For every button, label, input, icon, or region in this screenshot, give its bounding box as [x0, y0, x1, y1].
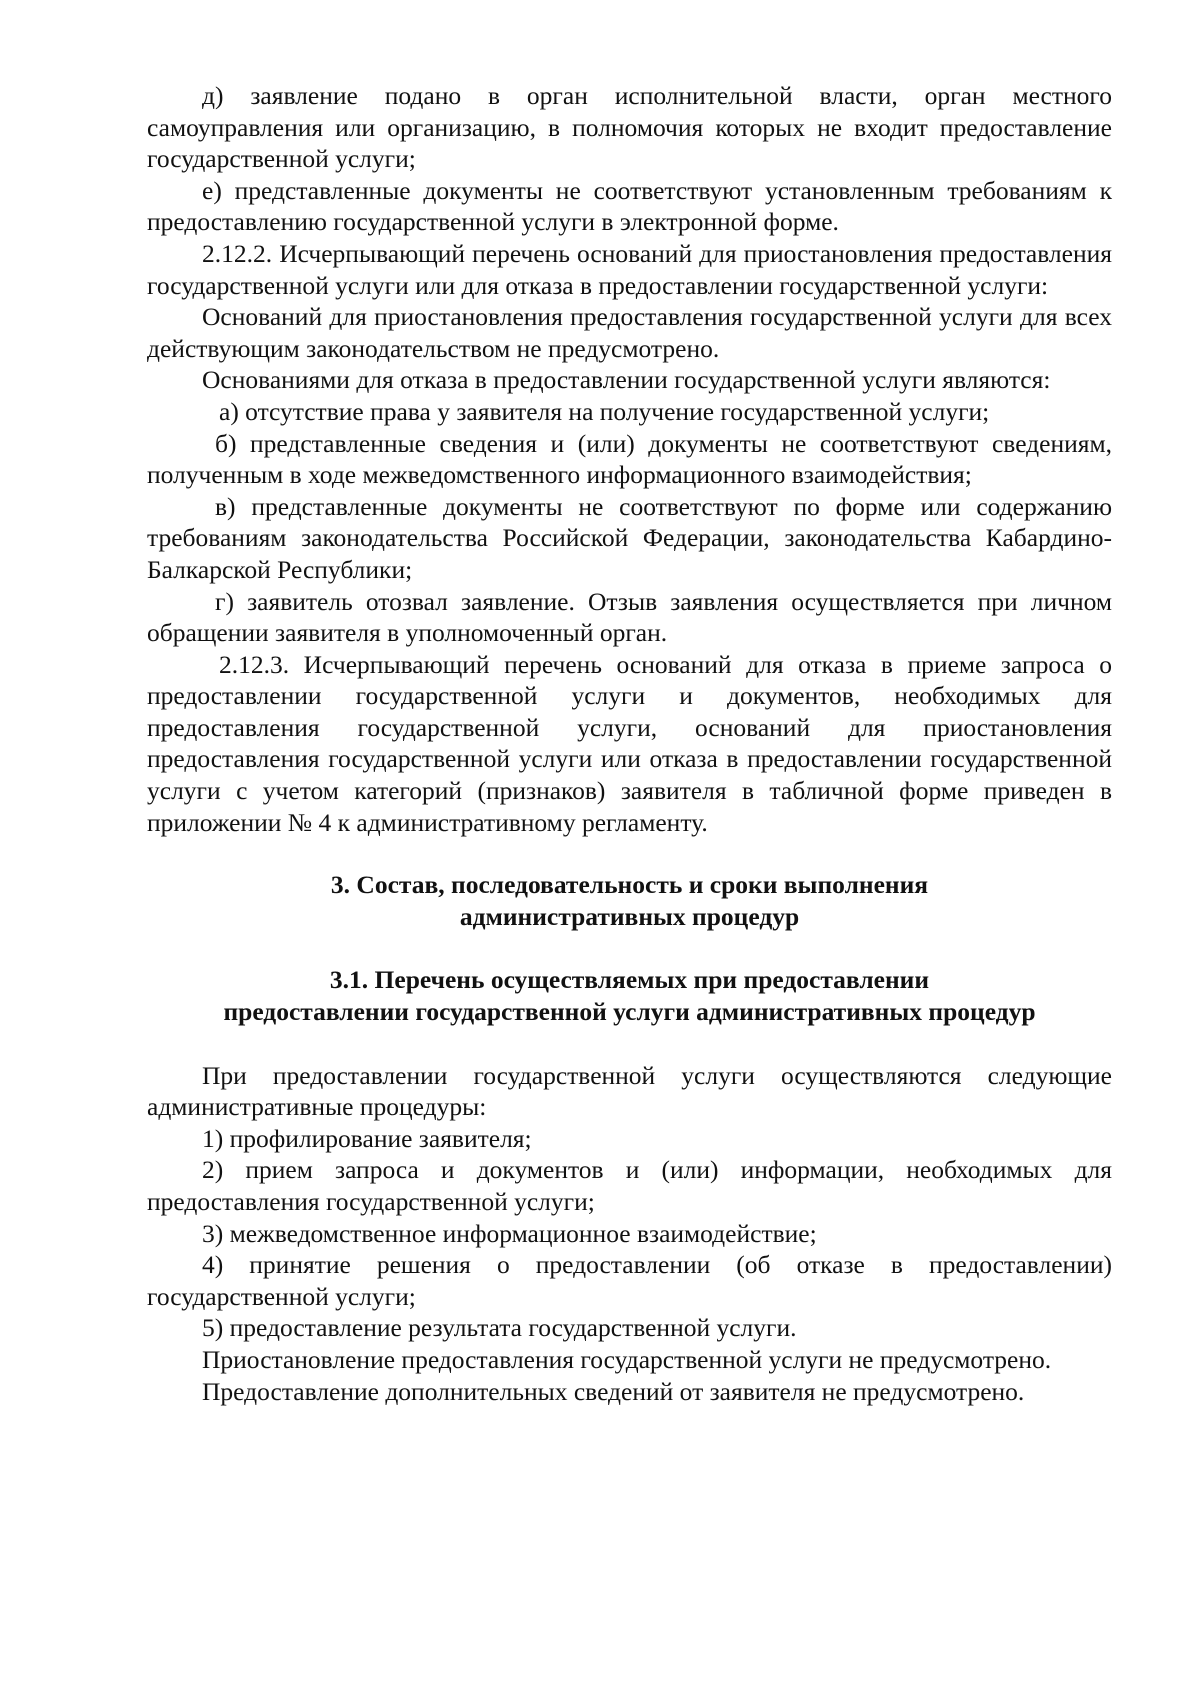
list-item-b: б) представленные сведения и (или) документы не соответствуют сведениям, полученным в ходе межведомственного информационного взаимодействия; — [147, 428, 1112, 490]
paragraph-no-suspension-grounds: Оснований для приостановления предоставления государственной услуги для всех действующим законодательством не предусмотрено. — [147, 302, 1112, 363]
heading-section-3-line2: административных процедур — [459, 901, 800, 931]
heading-section-3-1-line2: предоставлении государственной услуги административных процедур — [223, 997, 1036, 1027]
procedure-item-2: 2) прием запроса и документов и (или) информации, необходимых для предоставления государственной услуги; — [147, 1155, 1112, 1216]
list-item-a: а) отсутствие права у заявителя на получение государственной услуги; — [219, 396, 990, 426]
heading-section-3-1-line1: 3.1. Перечень осуществляемых при предоставлении — [329, 965, 930, 995]
procedure-item-4: 4) принятие решения о предоставлении (об отказе в предоставлении) государственной услуги; — [147, 1250, 1112, 1311]
paragraph-item-d: д) заявление подано в орган исполнительной власти, орган местного самоуправления или организацию, в полномочия которых не входит предоставление государственной услуги; — [147, 81, 1112, 174]
document-page — [147, 80, 1112, 1407]
heading-section-3-line1: 3. Состав, последовательность и сроки выполнения — [330, 870, 929, 900]
paragraph-no-suspension: Приостановление предоставления государственной услуги не предусмотрено. — [202, 1344, 1052, 1374]
paragraph-item-e: е) представленные документы не соответствуют установленным требованиям к предоставлению государственной услуги в электронной форме. — [147, 175, 1112, 237]
procedure-item-1: 1) профилирование заявителя; — [202, 1123, 532, 1153]
heading-section-3 — [147, 869, 1112, 932]
paragraph-2-12-2: 2.12.2. Исчерпывающий перечень оснований для приостановления предоставления государственной услуги или для отказа в предоставлении государственной услуги: — [147, 238, 1112, 300]
list-item-g: г) заявитель отозвал заявление. Отзыв заявления осуществляется при личном обращении заявителя в уполномоченный орган. — [147, 586, 1112, 648]
paragraph-refusal-grounds-intro: Основаниями для отказа в предоставлении государственной услуги являются: — [202, 365, 1051, 395]
paragraph-procedures-intro: При предоставлении государственной услуги осуществляются следующие административные процедуры: — [147, 1060, 1112, 1122]
procedure-item-3: 3) межведомственное информационное взаимодействие; — [202, 1218, 817, 1248]
paragraph-2-12-3: 2.12.3. Исчерпывающий перечень оснований для отказа в приеме запроса о предоставлении государственной услуги и документов, необходимых для предоставления государственной услуги, оснований для приостановления предоставления государственной услуги или отказа в предоставлении государственной услуги с учетом категорий (признаков) заявителя в табличной форме приведен в приложении № 4 к административному регламенту. — [147, 649, 1112, 837]
list-item-v: в) представленные документы не соответствуют по форме или содержанию требованиям законодательства Российской Федерации, законодательства Кабардино-Балкарской Республики; — [147, 491, 1112, 584]
heading-section-3-1 — [147, 964, 1112, 1027]
procedure-item-5: 5) предоставление результата государственной услуги. — [202, 1313, 797, 1343]
paragraph-no-additional-info: Предоставление дополнительных сведений от заявителя не предусмотрено. — [202, 1376, 1025, 1406]
